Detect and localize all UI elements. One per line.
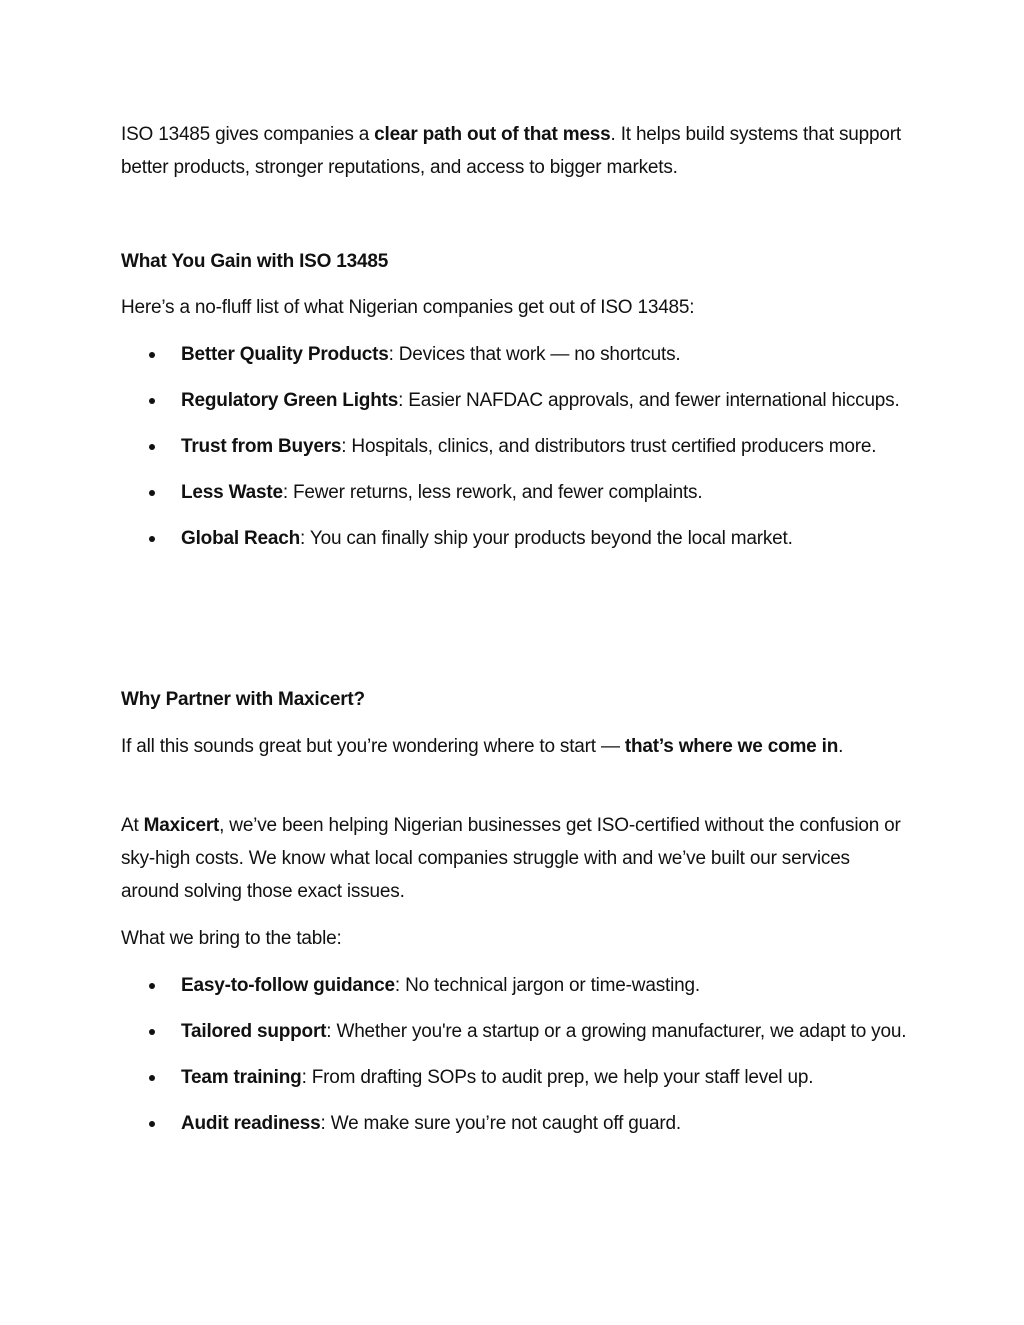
list-item-desc: : Easier NAFDAC approvals, and fewer international hiccups. (398, 390, 900, 411)
bullet-icon (149, 983, 155, 989)
partner-p1-tail: . (838, 736, 844, 757)
bullet-icon (149, 1075, 155, 1081)
bullet-icon (149, 490, 155, 496)
list-item-term: Less Waste (181, 482, 283, 503)
partner-p2-bold: Maxicert (143, 815, 220, 836)
gain-list (0, 338, 1024, 555)
list-item-desc: : Hospitals, clinics, and distributors trust certified producers more. (341, 436, 877, 457)
list-item-desc: : You can finally ship your products beyond the local market. (300, 528, 793, 549)
list-item (0, 384, 911, 417)
list-item-desc: : We make sure you’re not caught off guard. (320, 1113, 681, 1134)
partner-list (0, 969, 1024, 1140)
intro-paragraph (121, 118, 911, 184)
bullet-icon (149, 1121, 155, 1127)
list-item-desc: : Whether you're a startup or a growing manufacturer, we adapt to you. (326, 1021, 907, 1042)
bullet-icon (149, 398, 155, 404)
list-item-term: Audit readiness (181, 1113, 321, 1134)
partner-paragraph-3: What we bring to the table: (121, 928, 342, 949)
list-item (0, 430, 911, 463)
list-item-term: Regulatory Green Lights (181, 390, 399, 411)
list-item-term: Trust from Buyers (181, 436, 342, 457)
partner-p1-lead: If all this sounds great but you’re wondering where to start — (121, 736, 625, 757)
list-item-term: Global Reach (181, 528, 301, 549)
partner-heading: Why Partner with Maxicert? (121, 689, 365, 710)
partner-p1-bold: that’s where we come in (624, 736, 839, 757)
list-item-term: Team training (181, 1067, 302, 1088)
gain-intro: Here’s a no-fluff list of what Nigerian companies get out of ISO 13485: (121, 297, 695, 318)
list-item-term: Better Quality Products (181, 344, 389, 365)
list-item-term: Tailored support (181, 1021, 327, 1042)
intro-lead: ISO 13485 gives companies a (121, 124, 375, 145)
partner-p2-lead: At (121, 815, 144, 836)
bullet-icon (149, 1029, 155, 1035)
intro-tail: . It helps build systems that support better products, stronger reputations, and access to bigger markets. (121, 124, 901, 178)
list-item (0, 522, 911, 555)
partner-paragraph-1 (121, 730, 911, 763)
partner-p2-tail: , we’ve been helping Nigerian businesses get ISO-certified without the confusion or sky-high costs. We know what local companies struggle with and we’ve built our services around solving those exact issues. (121, 815, 901, 902)
list-item-term: Easy-to-follow guidance (181, 975, 395, 996)
gain-heading: What You Gain with ISO 13485 (121, 251, 389, 272)
list-item (0, 476, 911, 509)
bullet-icon (149, 352, 155, 358)
list-item-desc: : No technical jargon or time-wasting. (394, 975, 700, 996)
list-item-desc: : From drafting SOPs to audit prep, we help your staff level up. (301, 1067, 814, 1088)
bullet-icon (149, 444, 155, 450)
list-item (0, 338, 911, 371)
intro-bold: clear path out of that mess (374, 124, 611, 145)
list-item-desc: : Fewer returns, less rework, and fewer complaints. (282, 482, 703, 503)
partner-paragraph-2 (121, 809, 911, 908)
list-item (0, 1107, 911, 1140)
bullet-icon (149, 536, 155, 542)
list-item (0, 1015, 911, 1048)
list-item (0, 1061, 911, 1094)
list-item-desc: : Devices that work — no shortcuts. (388, 344, 681, 365)
list-item (0, 969, 911, 1002)
